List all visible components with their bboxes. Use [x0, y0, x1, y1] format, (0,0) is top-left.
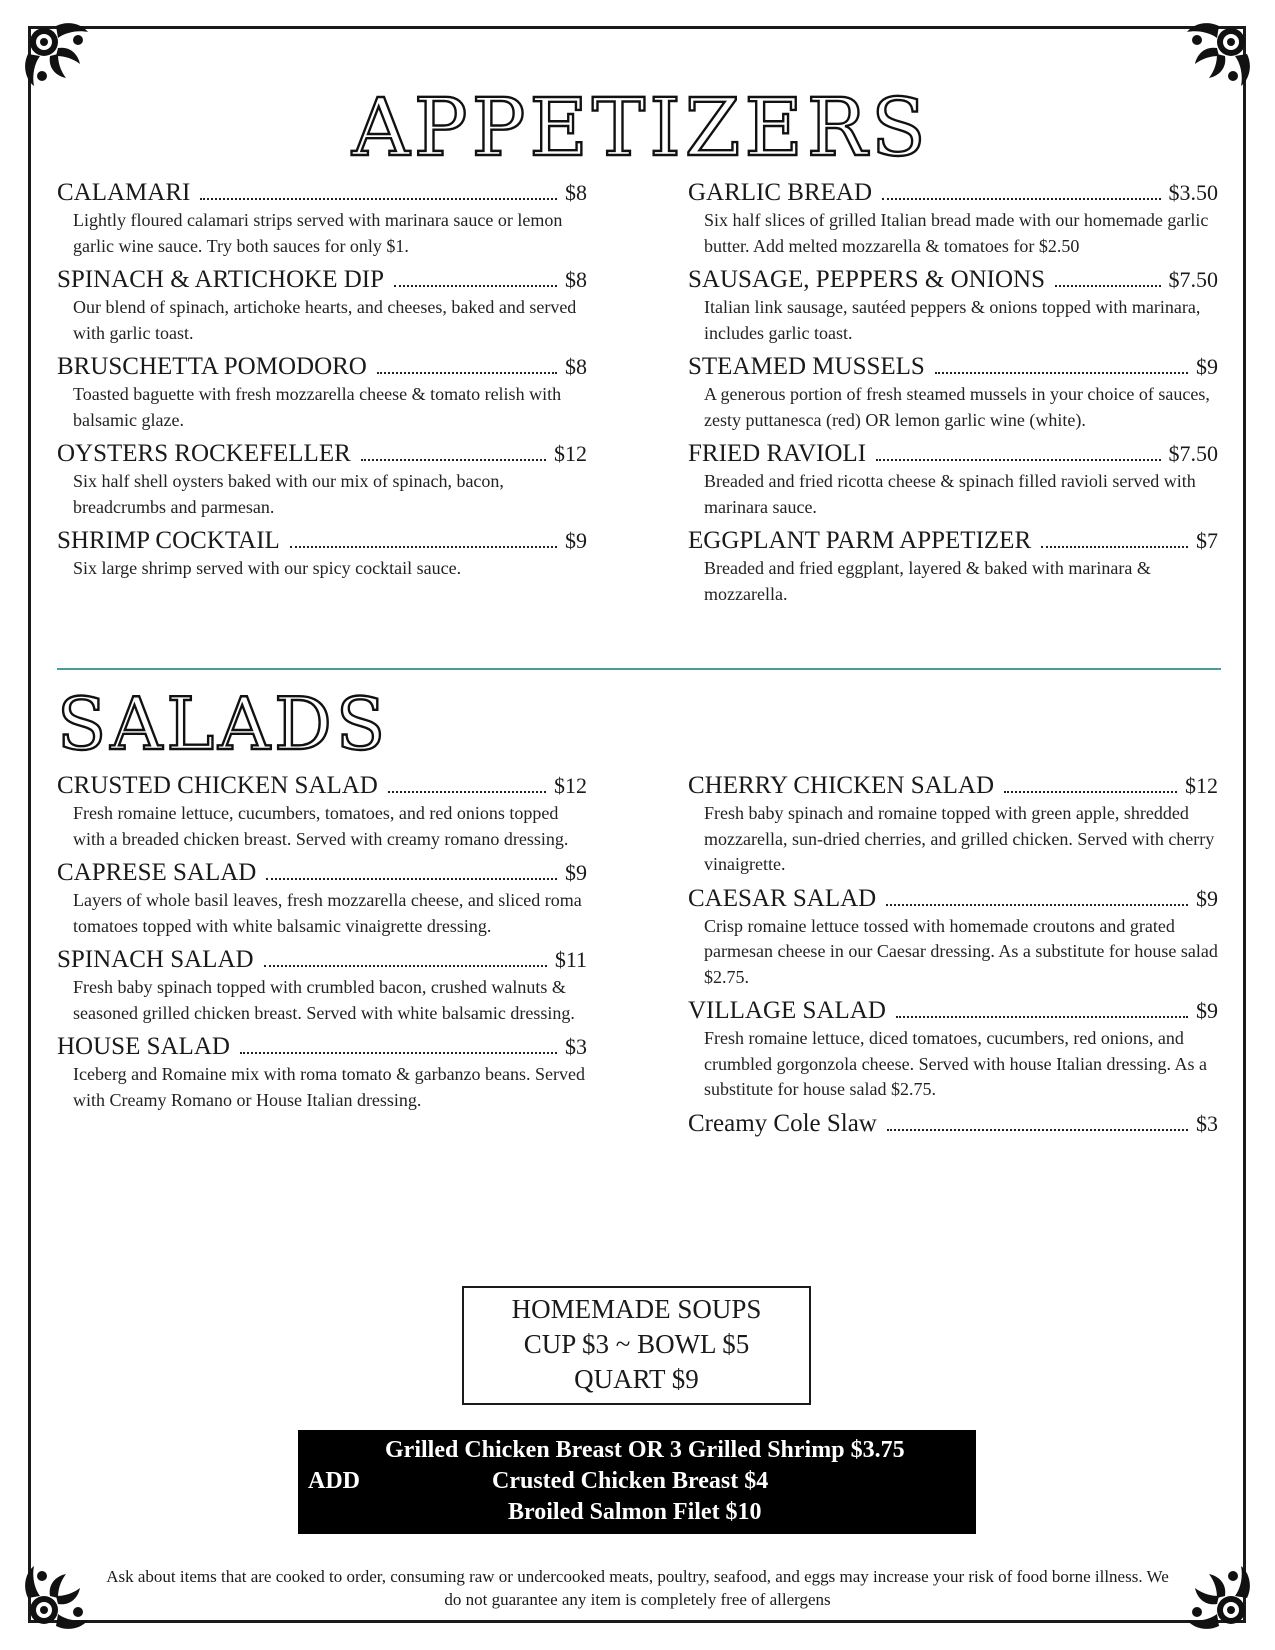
menu-item-description: Iceberg and Romaine mix with roma tomato & garbanzo beans. Served with Creamy Romano or House Italian dressing. [73, 1064, 586, 1110]
menu-item-header [688, 995, 1218, 1026]
menu-item-header [57, 944, 587, 975]
menu-item [688, 995, 1218, 1103]
menu-item-name: CAESAR SALAD [688, 884, 877, 912]
menu-item-header [688, 1108, 1218, 1139]
dot-leader [361, 459, 546, 461]
dot-leader [290, 546, 557, 548]
menu-item-description: Toasted baguette with fresh mozzarella cheese & tomato relish with balsamic glaze. [73, 384, 562, 430]
salads-right-column [688, 770, 1218, 1144]
menu-item-name: CHERRY CHICKEN SALAD [688, 772, 995, 799]
menu-item-price: $12 [554, 441, 587, 466]
menu-item-price: $7 [1196, 528, 1218, 553]
menu-item [57, 438, 587, 520]
menu-item-name: CAPRESE SALAD [57, 859, 257, 886]
salads-left-column [57, 770, 587, 1118]
allergen-disclaimer: Ask about items that are cooked to order, consuming raw or undercooked meats, poultry, seafood, and eggs may increase your risk of food borne illness. We do not guarantee any item is completely free of allergens [106, 1567, 1169, 1609]
dot-leader [388, 791, 546, 793]
dot-leader [377, 372, 557, 374]
menu-item-description: Fresh romaine lettuce, cucumbers, tomatoes, and red onions topped with a breaded chicken breast. Served with creamy romano dressing. [73, 803, 569, 849]
menu-item [57, 177, 587, 259]
floral-ornament-icon [20, 18, 92, 90]
menu-item-name: CALAMARI [57, 179, 191, 206]
menu-item-price: $11 [554, 947, 587, 972]
menu-item-price: $3 [565, 1034, 587, 1059]
menu-item [688, 525, 1218, 607]
menu-item-price: $12 [1185, 773, 1218, 798]
menu-item-price: $9 [565, 528, 587, 553]
menu-item [688, 177, 1218, 259]
menu-item-name: GARLIC BREAD [688, 179, 873, 206]
dot-leader [394, 285, 557, 287]
soups-title: HOMEMADE SOUPS [511, 1294, 762, 1324]
menu-item-header [688, 264, 1218, 295]
dot-leader [240, 1052, 557, 1054]
menu-item [57, 525, 587, 582]
menu-item [57, 770, 587, 852]
homemade-soups-box [462, 1286, 811, 1405]
menu-item [688, 438, 1218, 520]
menu-item-description: Six large shrimp served with our spicy cocktail sauce. [73, 558, 462, 578]
menu-item [688, 1108, 1218, 1139]
menu-item-price: $3 [1196, 1110, 1218, 1136]
menu-item-header [688, 177, 1218, 208]
menu-item-description: Fresh baby spinach topped with crumbled bacon, crushed walnuts & seasoned grilled chicken breast. Served with white balsamic dressing. [73, 977, 575, 1023]
menu-item-header [57, 351, 587, 382]
menu-item-header [57, 177, 587, 208]
soups-quart-price: QUART $9 [574, 1364, 699, 1394]
menu-item-price: $9 [1196, 885, 1218, 911]
menu-item-price: $7.50 [1168, 267, 1218, 292]
dot-leader [882, 198, 1160, 200]
menu-item-header [688, 525, 1218, 556]
floral-ornament-icon [1183, 1562, 1255, 1634]
menu-item [57, 1031, 587, 1113]
menu-item-name: FRIED RAVIOLI [688, 440, 867, 467]
menu-item-price: $3.50 [1168, 180, 1218, 205]
menu-item-description: Our blend of spinach, artichoke hearts, and cheeses, baked and served with garlic toast. [73, 297, 577, 343]
menu-item-header [688, 883, 1218, 914]
menu-item-description: Italian link sausage, sautéed peppers & onions topped with marinara, includes garlic toast. [704, 297, 1201, 343]
menu-item-price: $8 [565, 180, 587, 205]
dot-leader [200, 198, 557, 200]
menu-item [57, 944, 587, 1026]
salads-heading: SALADS [57, 682, 390, 766]
menu-item-name: SPINACH & ARTICHOKE DIP [57, 266, 385, 293]
dot-leader [266, 878, 557, 880]
menu-item-name: EGGPLANT PARM APPETIZER [688, 527, 1032, 554]
menu-item-header [57, 1031, 587, 1062]
menu-item [57, 351, 587, 433]
menu-item-header [688, 351, 1218, 382]
add-on-chicken-shrimp: Grilled Chicken Breast OR 3 Grilled Shrimp $3.75 [385, 1437, 905, 1463]
appetizers-right-column [688, 177, 1218, 612]
menu-item-description: Six half slices of grilled Italian bread made with our homemade garlic butter. Add melted mozzarella & tomatoes for $2.50 [704, 210, 1209, 256]
menu-item-name: CRUSTED CHICKEN SALAD [57, 772, 378, 799]
menu-item-description: Breaded and fried ricotta cheese & spinach filled ravioli served with marinara sauce. [704, 471, 1196, 517]
menu-item-description: Lightly floured calamari strips served with marinara sauce or lemon garlic wine sauce. Try both sauces for only $1. [73, 210, 563, 256]
add-label: ADD [308, 1468, 360, 1494]
menu-item [688, 770, 1218, 878]
dot-leader [876, 459, 1160, 461]
menu-item-header [57, 857, 587, 888]
menu-item-header [688, 438, 1218, 469]
menu-item-name: HOUSE SALAD [57, 1033, 230, 1060]
dot-leader [886, 904, 1188, 906]
floral-ornament-icon [1183, 18, 1255, 90]
menu-item-price: $7.50 [1168, 441, 1218, 466]
section-divider [57, 668, 1221, 670]
menu-item-description: Fresh romaine lettuce, diced tomatoes, cucumbers, red onions, and crumbled gorgonzola cheese. Served with house Italian dressing. As a substitute for house salad $2.75. [704, 1028, 1208, 1099]
menu-item-price: $12 [554, 773, 587, 798]
dot-leader [1004, 791, 1177, 793]
menu-item-price: $9 [1196, 354, 1218, 379]
dot-leader [896, 1016, 1188, 1018]
menu-item-price: $8 [565, 267, 587, 292]
menu-item-price: $9 [1196, 998, 1218, 1023]
menu-item-name: STEAMED MUSSELS [688, 353, 925, 380]
dot-leader [1055, 285, 1160, 287]
menu-item-price: $9 [565, 860, 587, 885]
menu-item-name: OYSTERS ROCKEFELLER [57, 440, 351, 467]
menu-item-price: $8 [565, 354, 587, 379]
menu-item-header [57, 438, 587, 469]
menu-item [57, 857, 587, 939]
menu-item-name: SPINACH SALAD [57, 946, 254, 973]
dot-leader [1041, 546, 1188, 548]
menu-item [688, 351, 1218, 433]
dot-leader [264, 965, 547, 967]
add-on-crusted-chicken: Crusted Chicken Breast $4 [492, 1468, 769, 1494]
menu-item [57, 264, 587, 346]
add-on-salmon: Broiled Salmon Filet $10 [508, 1499, 762, 1525]
menu-item-name: BRUSCHETTA POMODORO [57, 353, 367, 380]
menu-item [688, 264, 1218, 346]
menu-item-name: SAUSAGE, PEPPERS & ONIONS [688, 266, 1046, 293]
add-ons-box [298, 1430, 976, 1534]
menu-item-description: Fresh baby spinach and romaine topped with green apple, shredded mozzarella, sun-dried cherries, and grilled chicken. Served with cherry vinaigrette. [704, 803, 1215, 874]
menu-item-name: SHRIMP COCKTAIL [57, 527, 280, 554]
menu-item-header [57, 264, 587, 295]
floral-ornament-icon [20, 1562, 92, 1634]
dot-leader [887, 1129, 1188, 1131]
menu-item-name: Creamy Cole Slaw [688, 1109, 877, 1137]
soups-cup-bowl-price: CUP $3 ~ BOWL $5 [523, 1329, 750, 1359]
menu-item-description: Layers of whole basil leaves, fresh mozzarella cheese, and sliced roma tomatoes topped with white balsamic vinaigrette dressing. [73, 890, 582, 936]
menu-item-header [57, 770, 587, 801]
dot-leader [935, 372, 1188, 374]
appetizers-heading: APPETIZERS [352, 81, 930, 174]
menu-item-header [688, 770, 1218, 801]
menu-item-name: VILLAGE SALAD [688, 997, 886, 1024]
menu-item-description: Crisp romaine lettuce tossed with homemade croutons and grated parmesan cheese in our Caesar dressing. As a substitute for house salad $2.75. [704, 915, 1218, 987]
appetizers-left-column [57, 177, 587, 587]
menu-item-header [57, 525, 587, 556]
menu-item-description: Six half shell oysters baked with our mix of spinach, bacon, breadcrumbs and parmesan. [73, 471, 504, 517]
menu-item-description: Breaded and fried eggplant, layered & baked with marinara & mozzarella. [704, 558, 1151, 604]
menu-item-description: A generous portion of fresh steamed mussels in your choice of sauces, zesty puttanesca (red) OR lemon garlic wine (white). [704, 384, 1210, 430]
menu-item [688, 883, 1218, 991]
